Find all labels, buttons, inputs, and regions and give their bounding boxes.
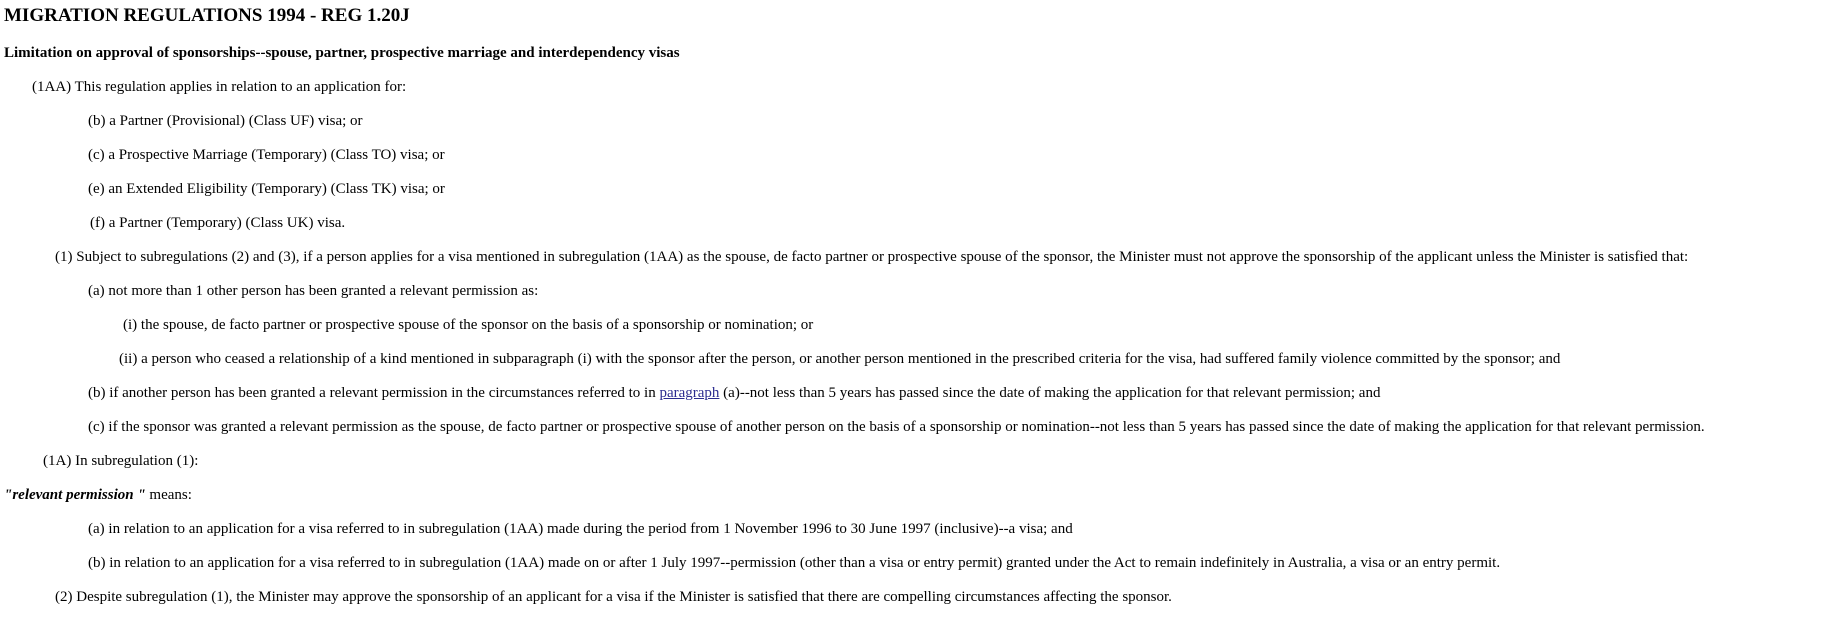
document-title: MIGRATION REGULATIONS 1994 - REG 1.20J — [4, 5, 410, 26]
subregulation-1a: (1A) In subregulation (1): — [43, 453, 199, 469]
paragraph-f-partner-temporary: (f) a Partner (Temporary) (Class UK) visa. — [90, 215, 346, 231]
paragraph-c-prospective-marriage: (c) a Prospective Marriage (Temporary) (Class TO) visa; or — [88, 147, 445, 163]
definition-paragraph-b: (b) in relation to an application for a visa referred to in subregulation (1AA) made on or after 1 July 1997--permission (other than a visa or entry permit) granted under the Act to remain indefinitely in Australia, a visa or an entry permit. — [88, 555, 1501, 571]
definition-means: means: — [145, 487, 192, 503]
paragraph-b-partner-provisional: (b) a Partner (Provisional) (Class UF) visa; or — [88, 113, 363, 129]
definition-relevant-permission — [4, 486, 192, 504]
defined-term: "relevant permission " — [4, 487, 146, 503]
paragraph-b-text-after: (a)--not less than 5 years has passed since the date of making the application for that relevant permission; and — [719, 385, 1381, 401]
subparagraph-ii: (ii) a person who ceased a relationship of a kind mentioned in subparagraph (i) with the sponsor after the person, or another person mentioned in the prescribed criteria for the visa, had suffered family violence committed by the sponsor; and — [119, 351, 1561, 367]
subparagraph-i: (i) the spouse, de facto partner or prospective spouse of the sponsor on the basis of a sponsorship or nomination; or — [123, 317, 814, 333]
subregulation-1: (1) Subject to subregulations (2) and (3), if a person applies for a visa mentioned in subregulation (1AA) as the spouse, de facto partner or prospective spouse of the sponsor, the Minister must not approve the sponsorship of the applicant unless the Minister is satisfied that: — [55, 249, 1689, 265]
paragraph-b-text-before: (b) if another person has been granted a relevant permission in the circumstances referred to in — [88, 385, 660, 401]
paragraph-link[interactable]: paragraph — [659, 385, 720, 401]
definition-paragraph-a: (a) in relation to an application for a visa referred to in subregulation (1AA) made during the period from 1 November 1996 to 30 June 1997 (inclusive)--a visa; and — [88, 521, 1073, 537]
paragraph-a-not-more-than: (a) not more than 1 other person has been granted a relevant permission as: — [88, 283, 539, 299]
subregulation-1aa: (1AA) This regulation applies in relation to an application for: — [32, 79, 407, 95]
subregulation-2: (2) Despite subregulation (1), the Minister may approve the sponsorship of an applicant for a visa if the Minister is satisfied that there are compelling circumstances affecting the sponsor. — [55, 589, 1172, 605]
paragraph-b-another-person — [88, 384, 1380, 402]
paragraph-c-sponsor-granted: (c) if the sponsor was granted a relevant permission as the spouse, de facto partner or prospective spouse of another person on the basis of a sponsorship or nomination--not less than 5 years has passed since the date of making the application for that relevant permission. — [88, 419, 1705, 435]
section-heading: Limitation on approval of sponsorships--spouse, partner, prospective marriage and interdependency visas — [4, 45, 680, 61]
paragraph-e-extended-eligibility: (e) an Extended Eligibility (Temporary) (Class TK) visa; or — [88, 181, 445, 197]
